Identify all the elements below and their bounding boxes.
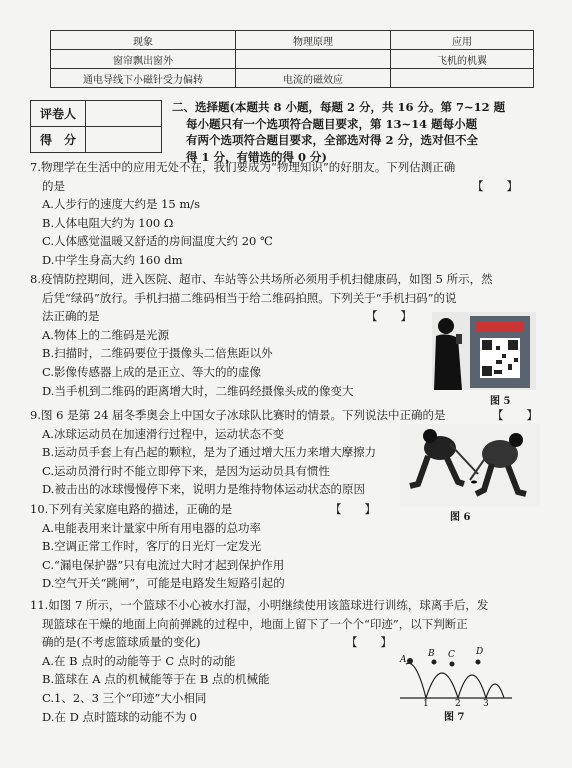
question-10: [30, 500, 376, 593]
table-cell: 窗帘飘出窗外: [51, 50, 236, 69]
section-line: 有两个选项符合题目要求，全部选对得 2 分，选对但不全: [186, 133, 479, 147]
table-row: [51, 69, 534, 88]
section-line: 得 1 分，有错选的得 0 分): [186, 149, 327, 164]
question-stem: 现篮球在干燥的地面上向前弹跳的过程中，地面上留下了一个个“印迹”，以下判断正: [42, 616, 468, 631]
section-line: 二、选择题(本题共 8 小题，每题 2 分，共 16 分。第 7~12 题: [172, 100, 506, 114]
option-b[interactable]: B.篮球在 A 点的机械能等于在 B 点的机械能: [42, 672, 270, 687]
section-heading: [172, 99, 544, 165]
score-box: [30, 100, 162, 153]
figure-5-label: 图 5: [490, 396, 511, 407]
answer-bracket[interactable]: 【 】: [346, 635, 392, 650]
option-d[interactable]: D.在 D 点时篮球的动能不为 0: [42, 709, 197, 724]
option-c[interactable]: C.人体感觉温暖又舒适的房间温度大约 20 ℃: [42, 234, 273, 249]
figure-7-bounce-path: [396, 644, 516, 706]
option-d[interactable]: D.中学生身高大约 160 dm: [42, 252, 183, 267]
grader-field[interactable]: [86, 101, 162, 127]
point-label: C: [448, 650, 455, 660]
score-field[interactable]: [86, 127, 162, 153]
answer-bracket[interactable]: 【 】: [492, 408, 538, 422]
mark-label: 2: [455, 699, 461, 706]
option-b[interactable]: B.空调正常工作时，客厅的日光灯一定发光: [42, 539, 262, 554]
option-b[interactable]: B.运动员手套上有凸起的颗粒，是为了通过增大压力来增大摩擦力: [42, 445, 377, 460]
question-8: [30, 270, 493, 400]
score-label: 得 分: [31, 127, 86, 153]
question-stem: 11.如图 7 所示，一个篮球不小心被水打湿，小明继续使用该篮球进行训练，球离手后，发: [30, 598, 489, 612]
answer-bracket[interactable]: 【 】: [472, 178, 518, 193]
answer-bracket[interactable]: 【 】: [366, 309, 412, 324]
principle-table: [50, 30, 534, 88]
option-a[interactable]: A.冰球运动员在加速滑行过程中，运动状态不变: [42, 426, 284, 441]
question-stem: 8.疫情防控期间，进入医院、超市、车站等公共场所必须用手机扫健康码，如图 5 所示，然: [30, 272, 493, 286]
table-cell: [236, 50, 391, 69]
question-stem: 后凭“绿码”放行。手机扫描二维码相当于给二维码拍照。下列关于“手机扫码”的说: [42, 290, 457, 305]
figure-7-label: 图 7: [444, 712, 465, 723]
figure-6-ice-hockey: [400, 424, 540, 506]
table-header: 现象: [51, 31, 236, 50]
option-a[interactable]: A.在 B 点时的动能等于 C 点时的动能: [42, 653, 236, 668]
question-stem: 9.图 6 是第 24 届冬季奥会上中国女子冰球队比赛时的情景。下列说法中正确的是: [30, 408, 446, 422]
point-label: B: [428, 649, 435, 659]
option-b[interactable]: B.扫描时，二维码要位于摄像头二倍焦距以外: [42, 346, 273, 361]
mark-label: 3: [483, 699, 489, 706]
answer-bracket[interactable]: 【 】: [330, 502, 376, 516]
option-c[interactable]: C.运动员滑行时不能立即停下来，是因为运动员具有惯性: [42, 463, 331, 478]
question-stem: 7.物理学在生活中的应用无处不在，我们要成为“物理知识”的好朋友。下列估测正确: [30, 160, 456, 174]
option-a[interactable]: A.电能表用来计量家中所有用电器的总功率: [42, 520, 261, 535]
option-c[interactable]: C.影像传感器上成的是正立、等大的的虚像: [42, 364, 262, 379]
puck-icon: [471, 481, 477, 484]
option-a[interactable]: A.人步行的速度大约是 15 m/s: [42, 197, 201, 212]
option-b[interactable]: B.人体电阻大约为 100 Ω: [42, 215, 174, 230]
bounce-arc: [406, 663, 504, 698]
option-d[interactable]: D.空气开关“跳闸”，可能是电路发生短路引起的: [42, 576, 285, 591]
table-header: 应用: [391, 31, 534, 50]
option-a[interactable]: A.物体上的二维码是光源: [42, 327, 169, 342]
question-stem: 10.下列有关家庭电路的描述，正确的是: [30, 502, 233, 516]
option-d[interactable]: D.当手机到二维码的距离增大时，二维码经摄像头成的像变大: [42, 383, 354, 398]
point-label: D: [476, 647, 484, 657]
point-label: A: [400, 655, 407, 665]
table-header: 物理原理: [236, 31, 391, 50]
question-stem: 确的是(不考虑篮球质量的变化): [42, 635, 201, 650]
grader-label: 评卷人: [31, 101, 86, 127]
question-9: [30, 406, 538, 499]
figure-6-label: 图 6: [450, 512, 471, 523]
table-cell: [391, 69, 534, 88]
table-cell: 电流的磁效应: [236, 69, 391, 88]
table-cell: 通电导线下小磁针受力偏转: [51, 69, 236, 88]
table-cell: 飞机的机翼: [391, 50, 534, 69]
question-7: [30, 158, 518, 270]
figure-5-qr-scan: [432, 312, 536, 390]
section-line: 每小题只有一个选项符合题目要求，第 13~14 题每小题: [186, 116, 478, 131]
question-stem: 的是: [42, 178, 65, 193]
question-stem: 法正确的是: [42, 309, 100, 324]
option-d[interactable]: D.被击出的冰球慢慢停下来，说明力是维持物体运动状态的原因: [42, 482, 365, 497]
option-c[interactable]: C.“漏电保护器”只有电流过大时才起到保护作用: [42, 557, 285, 572]
table-row: [51, 50, 534, 69]
table-header-row: [51, 31, 534, 50]
mark-label: 1: [423, 699, 429, 706]
option-c[interactable]: C.1、2、3 三个“印迹”大小相同: [42, 690, 207, 705]
